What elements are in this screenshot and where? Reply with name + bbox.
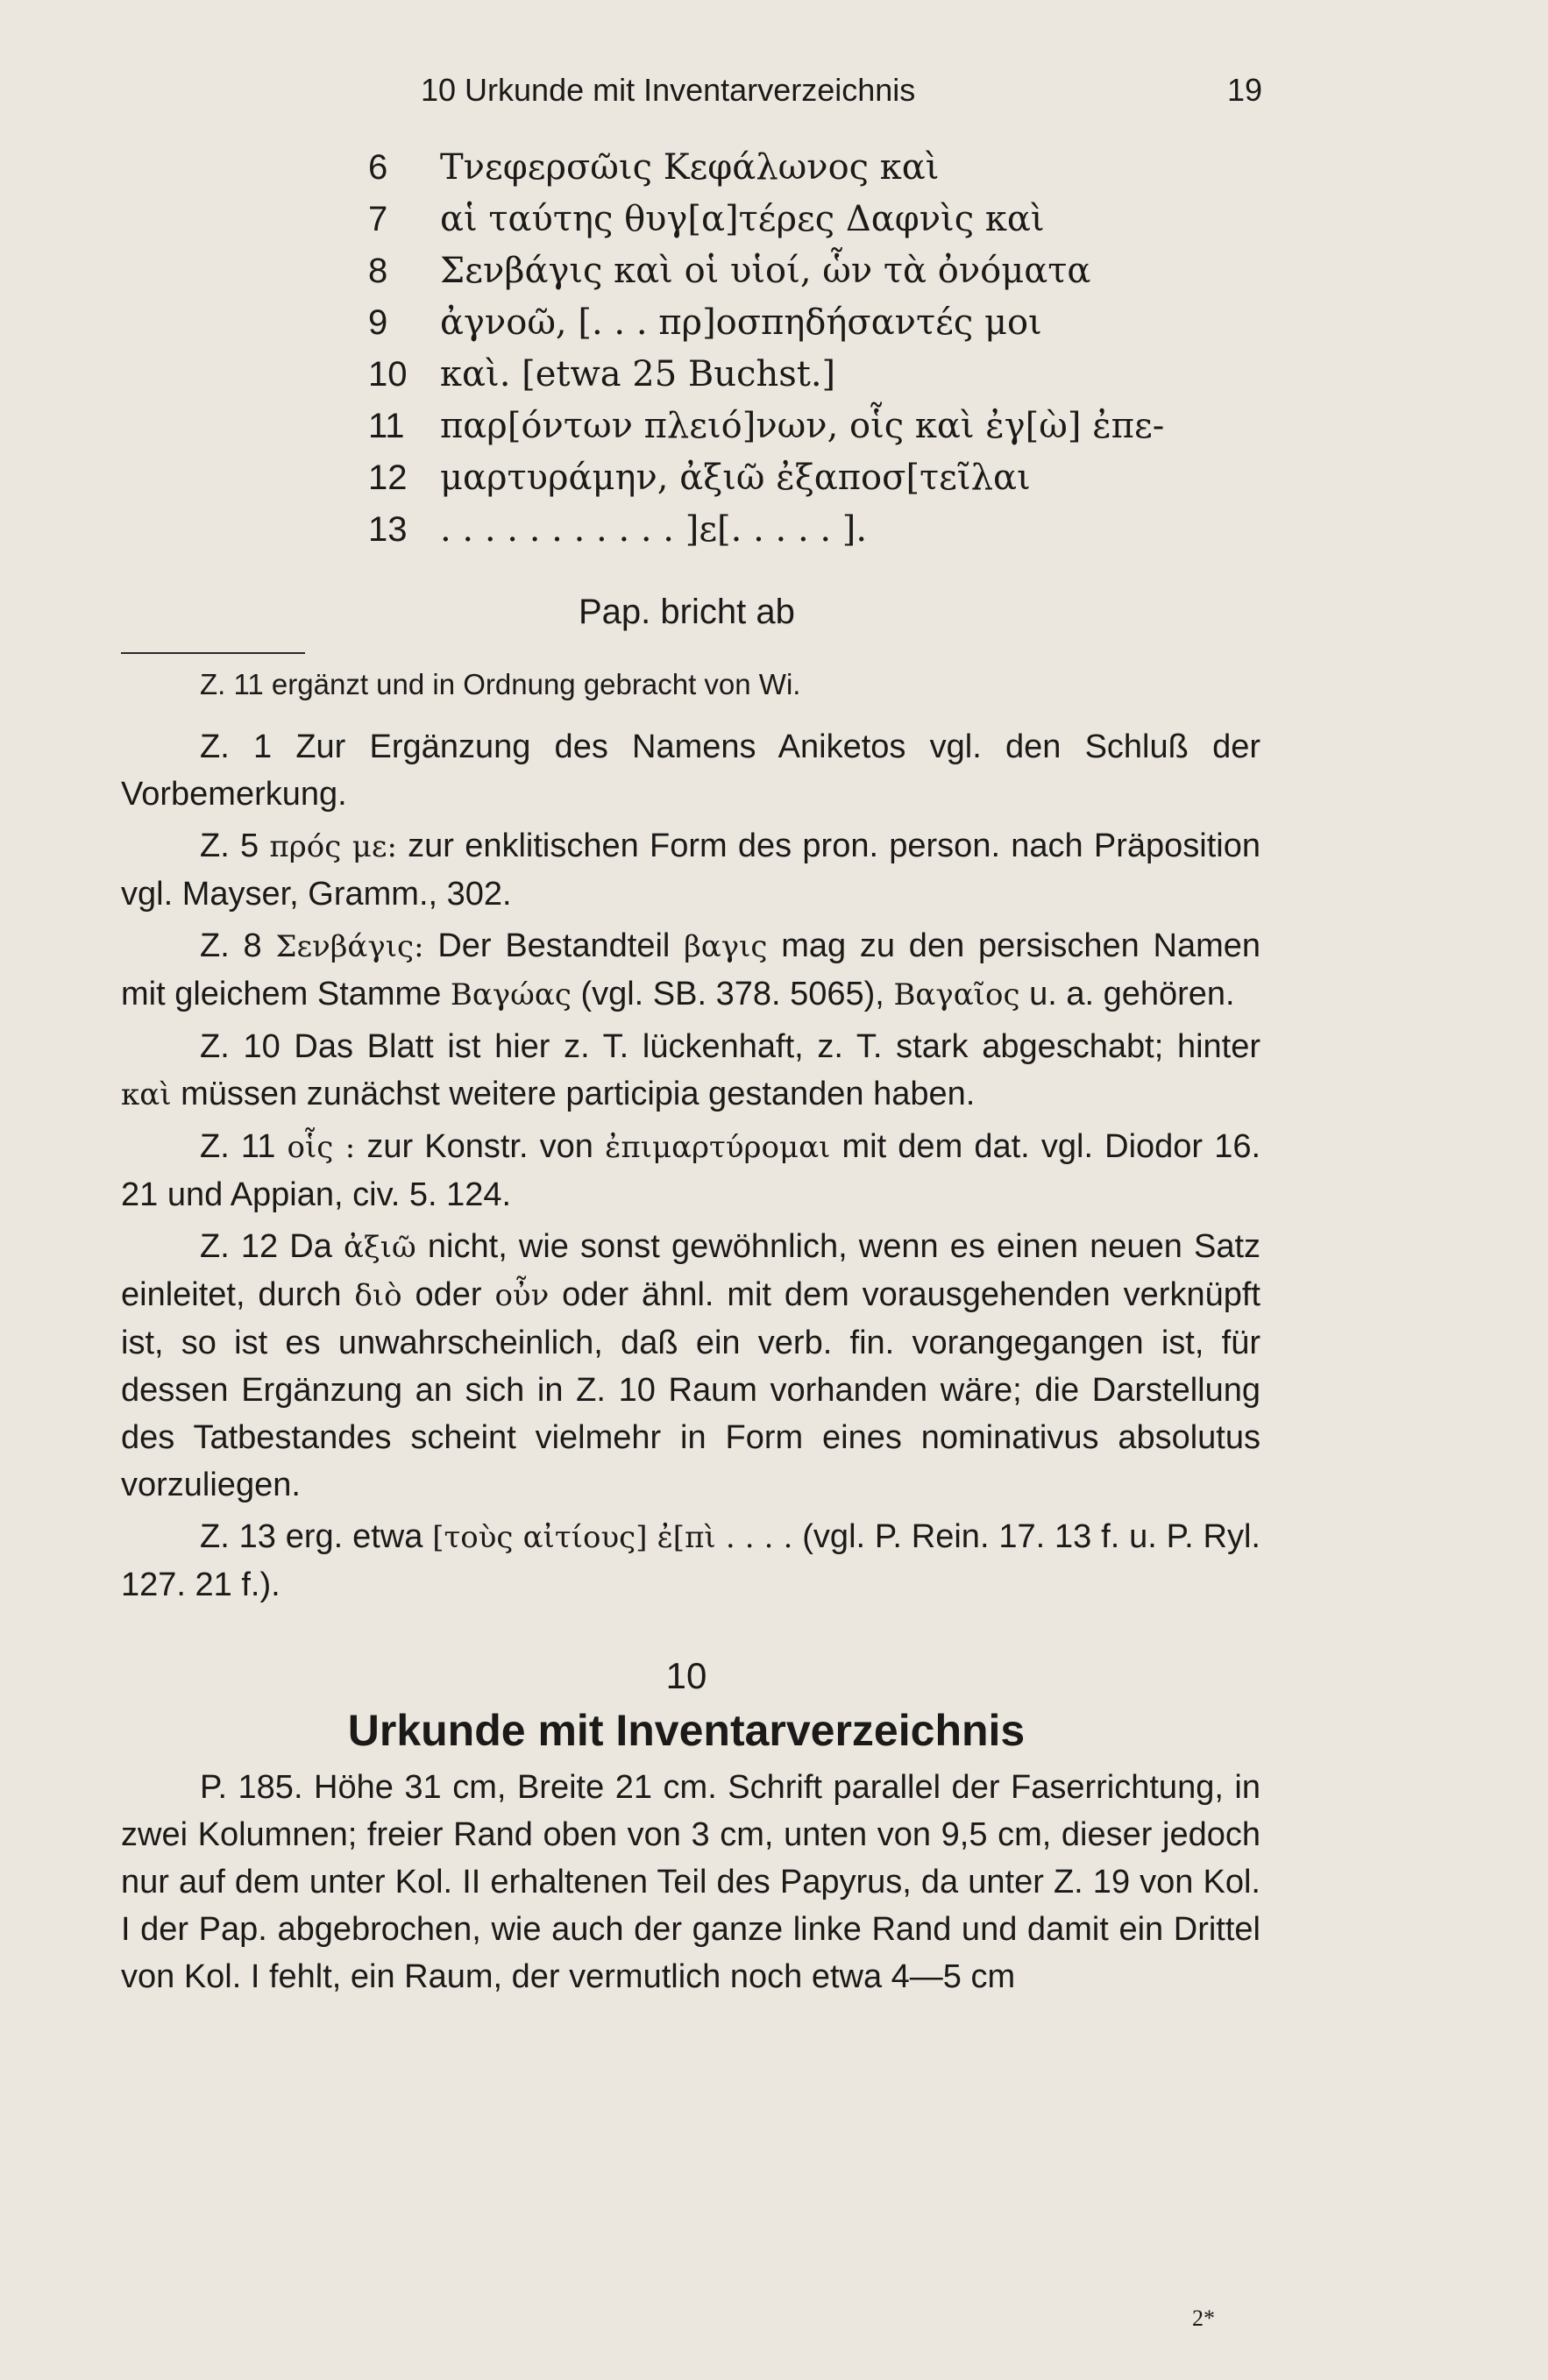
note-text: Der Bestandteil: [437, 927, 671, 964]
note-text: oder: [415, 1276, 482, 1313]
section-title: Urkunde mit Inventarverzeichnis: [347, 1706, 1026, 1755]
note-text: mit dem dat. vgl. Diodor 16. 21 und Appian, civ. 5. 124.: [121, 1128, 1261, 1213]
greek-line: [368, 192, 1245, 244]
greek-line: [368, 295, 1245, 347]
greek-term: πρός με:: [269, 829, 397, 864]
line-number: 13: [368, 510, 408, 549]
line-number: 12: [368, 458, 408, 497]
note-z11: [121, 1123, 1260, 1218]
greek-term: Βαγώας: [450, 977, 572, 1012]
note-ref: Z. 8: [200, 927, 262, 964]
note-text: mag zu den persischen Namen mit gleichem Stamme: [121, 927, 1261, 1012]
footnote-rule: [121, 652, 305, 654]
line-number: 7: [368, 200, 388, 238]
line-text: ἀγνοῶ, [. . . πρ]οσπηδήσαντές μοι: [440, 302, 1042, 343]
greek-line: [368, 502, 1245, 554]
running-title: 10 Urkunde mit Inventarverzeichnis: [421, 72, 916, 108]
note-text: u. a. gehören.: [1029, 976, 1235, 1012]
signature-mark: 2*: [1192, 2305, 1215, 2331]
line-text: Σενβάγις καὶ οἱ υἱοί, ὧν τὰ ὀνόματα: [440, 251, 1091, 291]
note-text: Z. 1 Zur Ergänzung des Namens Aniketos vgl. den Schluß der Vorbemerkung.: [121, 728, 1260, 813]
note-ref: Z. 5: [200, 828, 259, 864]
greek-term: βαγις: [684, 929, 768, 964]
note-text: oder ähnl. mit dem vorausgehenden verknüpft ist, so ist es unwahrscheinlich, daß ein verb. fin. vorangegangen ist, für dessen Ergänzung an sich in Z. 10 Raum vorhanden wäre; die Darstellung des Tatbestandes scheint vielmehr in Form eines nominativus absolutus vorzuliegen.: [121, 1276, 1260, 1503]
note-ref: Z. 11: [200, 1128, 276, 1165]
greek-line: [368, 347, 1245, 399]
line-text: . . . . . . . . . . . ]ε[. . . . . ].: [440, 509, 868, 550]
note-text: zur enklitischen Form des pron. person. nach Präposition vgl. Mayser, Gramm., 302.: [121, 828, 1261, 913]
greek-term: οἷς :: [287, 1130, 356, 1165]
greek-text-block: [368, 140, 1245, 554]
greek-term: ἐπιμαρτύρομαι: [605, 1130, 831, 1165]
note-text: müssen zunächst weitere participia gestanden haben.: [181, 1076, 976, 1112]
note-text: zur Konstr. von: [366, 1128, 593, 1165]
greek-term: [τοὺς αἰτίους] ἐ[πὶ . . . .: [432, 1520, 793, 1555]
note-ref: Z. 13 erg. etwa: [200, 1518, 423, 1555]
greek-term: καὶ: [121, 1077, 172, 1112]
note-text: (vgl. P. Rein. 17. 13 f. u. P. Ryl. 127. 21 f.).: [121, 1518, 1260, 1603]
greek-line: [368, 140, 1245, 192]
note-text: Z. 10 Das Blatt ist hier z. T. lückenhaft, z. T. stark abgeschabt; hinter: [200, 1028, 1260, 1065]
section-number: 10: [665, 1655, 707, 1696]
footnote: Z. 11 ergänzt und in Ordnung gebracht von Wi.: [200, 668, 801, 700]
section-description: P. 185. Höhe 31 cm, Breite 21 cm. Schrift parallel der Faserrichtung, in zwei Kolumnen; freier Rand oben von 3 cm, unten von 9,5 cm, dieser jedoch nur auf dem unter Kol. II erhaltenen Teil des Papyrus, da unter Z. 19 von Kol. I der Pap. abgebrochen, wie auch der ganze linke Rand und damit ein Drittel von Kol. I fehlt, ein Raum, der vermutlich noch etwa 4—5 cm: [121, 1769, 1260, 1995]
note-text: (vgl. SB. 378. 5065),: [580, 976, 884, 1012]
page-number: 19: [1226, 72, 1262, 108]
line-text: καὶ. [etwa 25 Buchst.]: [440, 354, 836, 394]
note-z13: [121, 1513, 1260, 1609]
line-text: μαρτυράμην, ἀξιῶ ἐξαποσ[τεῖλαι: [440, 458, 1031, 498]
line-text: παρ[όντων πλειό]νων, οἷς καὶ ἐγ[ὼ] ἐπε-: [440, 406, 1165, 446]
line-number: 9: [368, 303, 388, 342]
greek-term: οὖν: [494, 1278, 550, 1313]
note-z12: [121, 1223, 1260, 1509]
line-number: 10: [368, 355, 408, 394]
note-z1: [121, 723, 1260, 818]
papyrus-end-note: Pap. bricht ab: [579, 593, 795, 631]
line-number: 11: [368, 407, 405, 445]
greek-line: [368, 399, 1245, 451]
note-z5: [121, 822, 1260, 918]
greek-line: [368, 244, 1245, 295]
note-z8: [121, 922, 1260, 1019]
line-number: 6: [368, 148, 388, 187]
greek-term: διὸ: [354, 1278, 402, 1313]
line-text: Τνεφερσῶις Κεφάλωνος καὶ: [440, 147, 940, 188]
line-number: 8: [368, 252, 388, 290]
note-z10: [121, 1023, 1260, 1119]
greek-term: Σενβάγις:: [275, 929, 424, 964]
greek-line: [368, 451, 1245, 502]
note-text: nicht, wie sonst gewöhnlich, wenn es einen neuen Satz einleitet, durch: [121, 1228, 1261, 1313]
line-text: αἱ ταύτης θυγ[α]τέρες Δαφνὶς καὶ: [440, 199, 1045, 239]
note-ref: Z. 12 Da: [200, 1228, 332, 1265]
greek-term: ἀξιῶ: [344, 1230, 416, 1265]
commentary: [121, 723, 1260, 1613]
greek-term: Βαγαῖος: [893, 977, 1020, 1012]
